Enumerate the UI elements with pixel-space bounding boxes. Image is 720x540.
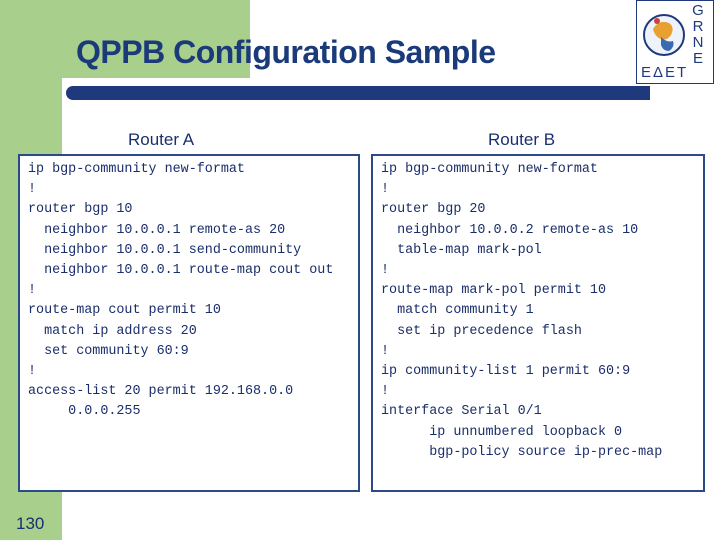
- logo-letter: G: [692, 2, 704, 19]
- slide-title: QPPB Configuration Sample: [76, 34, 496, 70]
- title-underline-bar: [66, 86, 650, 100]
- router-a-config-text: ip bgp-community new-format ! router bgp 10 neighbor 10.0.0.1 remote-as 20 neighbor 10.0.0.1 send-community neighbor 10.0.0.1 route-map cout out ! route-map cout permit 10 match ip address 20 set community 60:9 ! access-list 20 permit 192.168.0.0 0.0.0.255: [28, 162, 334, 420]
- router-b-config-text: ip bgp-community new-format ! router bgp 20 neighbor 10.0.0.2 remote-as 10 table-map mark-pol ! route-map mark-pol permit 10 match community 1 set ip precedence flash ! ip community-list 1 permit 60:9 ! interface Serial 0/1 ip unnumbered loopback 0 bgp-policy source ip-prec-map: [381, 162, 663, 460]
- logo-letter: N: [692, 34, 704, 51]
- router-a-heading: Router A: [128, 130, 195, 149]
- logo-letter: R: [692, 18, 704, 35]
- logo-letter: E: [692, 50, 703, 67]
- logo-letters: [687, 3, 709, 67]
- router-b-config-box: [371, 154, 705, 492]
- logo-bottom-text: ΕΔΕΤ: [641, 64, 689, 81]
- router-a-config-box: [18, 154, 360, 492]
- globe-icon: [641, 7, 687, 63]
- page-number: 130: [16, 514, 45, 533]
- router-b-heading: Router B: [488, 130, 556, 149]
- grnet-logo: [636, 0, 714, 84]
